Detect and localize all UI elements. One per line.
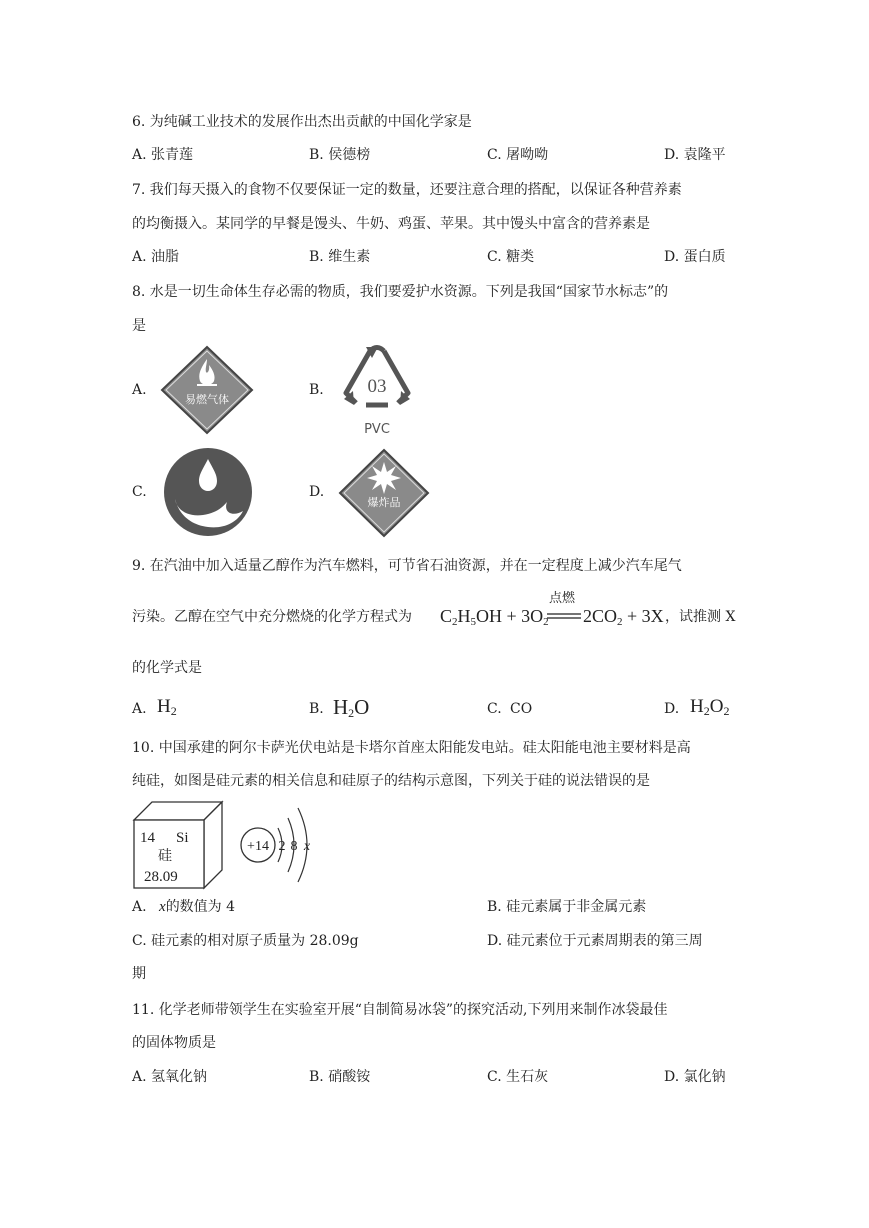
q11-option-c: C. 生石灰 — [487, 1069, 549, 1085]
q11-option-d: D. 氯化钠 — [664, 1069, 726, 1085]
equation-equals-sign — [547, 612, 581, 620]
q6-option-b: B. 侯德榜 — [309, 147, 371, 163]
q9-stem-line2-post: ，试推测 X — [665, 609, 736, 625]
q6-stem: 6. 为纯碱工业技术的发展作出杰出贡献的中国化学家是 — [132, 114, 472, 130]
q9-option-d-formula: $H_2O_2$ — [690, 696, 730, 718]
q11-stem-line1: 11. 化学老师带领学生在实验室开展“自制简易冰袋”的探究活动,下列用来制作冰袋最佳 — [132, 1002, 668, 1018]
reaction-condition: 点燃 — [549, 591, 576, 606]
sign-a-text: 易燃气体 — [185, 393, 229, 406]
q9-option-b-letter: B. — [309, 701, 324, 717]
q10-stem-line1: 10. 中国承建的阿尔卡萨光伏电站是卡塔尔首座太阳能发电站。硅太阳能电池主要材料是高 — [132, 740, 691, 756]
q9-stem-line1: 9. 在汽油中加入适量乙醇作为汽车燃料，可节省石油资源，并在一定程度上减少汽车尾气 — [132, 558, 682, 574]
q6-option-a: A. 张青莲 — [132, 147, 194, 163]
q7-option-d: D. 蛋白质 — [664, 249, 726, 265]
silicon-atom-structure — [236, 800, 318, 890]
q8-stem-line1: 8. 水是一切生命体生存必需的物质，我们要爱护水资源。下列是我国“国家节水标志”的 — [132, 284, 669, 300]
shell-1-electrons: 2 — [278, 839, 286, 854]
sign-d-text: 爆炸品 — [367, 496, 401, 509]
q10-option-a — [132, 900, 235, 915]
q7-option-a: A. 油脂 — [132, 249, 180, 265]
water-saving-sign — [163, 447, 253, 537]
q8-label-b: B. — [309, 382, 324, 398]
q9-option-d-letter: D. — [664, 701, 680, 717]
ethanol-equation-left: $C_2H_5OH + 3O_2$ — [440, 606, 549, 628]
q9-option-a-letter: A. — [132, 701, 147, 717]
q8-label-c: C. — [132, 484, 147, 500]
q7-option-c: C. 糖类 — [487, 249, 535, 265]
q10-option-d: D. 硅元素位于元素周期表的第三周 — [487, 933, 703, 949]
q11-stem-line2: 的固体物质是 — [132, 1035, 216, 1051]
q9-option-c-formula: CO — [510, 701, 533, 717]
q6-option-c: C. 屠呦呦 — [487, 147, 549, 163]
q10-option-c: C. 硅元素的相对原子质量为 28.09g — [132, 933, 359, 949]
q10-option-a-letter: A. — [132, 899, 147, 915]
element-symbol: Si — [176, 830, 189, 846]
element-name: 硅 — [158, 848, 172, 864]
q10-option-d-continued: 期 — [132, 966, 146, 982]
shell-3-electrons: x — [303, 839, 311, 854]
q9-option-a-formula: $H_2$ — [157, 696, 177, 718]
q8-label-d: D. — [309, 484, 325, 500]
q10-option-b: B. 硅元素属于非金属元素 — [487, 899, 647, 915]
flammable-gas-sign — [160, 345, 254, 435]
q9-stem-line2-pre: 污染。乙醇在空气中充分燃烧的化学方程式为 — [132, 609, 412, 625]
q11-option-a: A. 氢氧化钠 — [132, 1069, 208, 1085]
sign-b-text: PVC — [364, 422, 390, 437]
q9-option-c-letter: C. — [487, 701, 502, 717]
q9-stem-line3: 的化学式是 — [132, 660, 202, 676]
shell-2-electrons: 8 — [290, 839, 298, 854]
q10-stem-line2: 纯硅，如图是硅元素的相关信息和硅原子的结构示意图，下列关于硅的说法错误的是 — [132, 773, 650, 789]
q10-option-a-text: 的数值为 4 — [165, 899, 236, 915]
q7-option-b: B. 维生素 — [309, 249, 371, 265]
q7-stem-line2: 的均衡摄入。某同学的早餐是馒头、牛奶、鸡蛋、苹果。其中馒头中富含的营养素是 — [132, 216, 650, 232]
atomic-mass: 28.09 — [144, 869, 178, 885]
sign-b-number: 03 — [367, 376, 387, 397]
recycle-pvc-icon — [338, 343, 416, 438]
q8-label-a: A. — [132, 382, 147, 398]
explosive-sign — [338, 448, 430, 538]
q11-option-b: B. 硝酸铵 — [309, 1069, 371, 1085]
atomic-number: 14 — [140, 830, 155, 846]
q9-option-b-formula: $H_2O$ — [333, 695, 370, 720]
q6-option-d: D. 袁隆平 — [664, 147, 726, 163]
q8-stem-line2: 是 — [132, 318, 146, 334]
q10-option-a-var: x — [159, 899, 166, 915]
q7-stem-line1: 7. 我们每天摄入的食物不仅要保证一定的数量，还要注意合理的搭配，以保证各种营养素 — [132, 182, 682, 198]
nucleus-charge: +14 — [247, 839, 269, 854]
ethanol-equation-right: $2CO_2 + 3X$ — [583, 606, 664, 628]
silicon-element-cell — [130, 798, 226, 890]
